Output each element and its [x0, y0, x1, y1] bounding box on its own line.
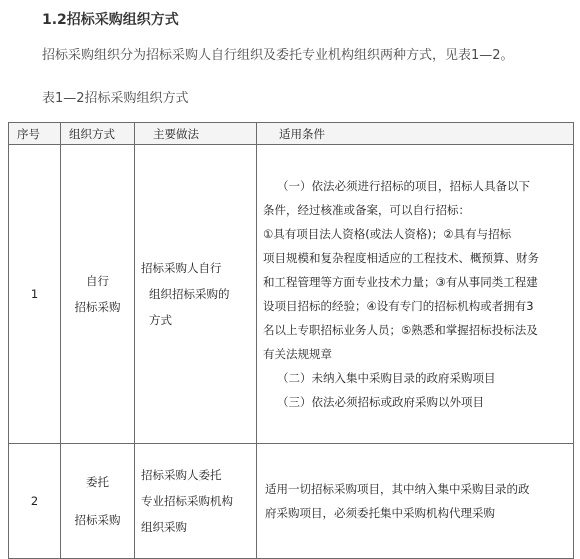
method-line: 招标采购人委托	[141, 468, 222, 482]
method-line: 专业招标采购机构	[141, 494, 233, 508]
header-seq: 序号	[9, 123, 61, 145]
method-line: 组织招标采购的	[149, 287, 230, 301]
condition-line: （三）依法必须招标或政府采购以外项目	[277, 395, 484, 409]
condition-line: 名以上专职招标业务人员；⑤熟悉和掌握招标投标法及	[263, 323, 538, 337]
intro-paragraph: 招标采购组织分为招标采购人自行组织及委托专业机构组织两种方式，见表1—2。	[42, 48, 514, 63]
method-line: 招标采购人自行	[141, 261, 222, 275]
cell-seq: 1	[9, 145, 61, 444]
header-method: 主要做法	[135, 123, 257, 145]
method-line: 组织采购	[141, 520, 187, 534]
section-heading: 1.2招标采购组织方式	[42, 12, 179, 28]
table-row	[9, 444, 574, 559]
method-line: 方式	[149, 313, 172, 327]
cell-org	[61, 444, 135, 559]
condition-line: 项目规模和复杂程度相适应的工程技术、概预算、财务	[263, 251, 539, 265]
cell-seq: 2	[9, 444, 61, 559]
cell-method	[135, 145, 257, 444]
condition-line: 府采购项目，必须委托集中采购机构代理采购	[265, 506, 495, 520]
condition-line: （二）未纳入集中采购目录的政府采购项目	[277, 371, 496, 385]
org-line: 招标采购	[74, 300, 121, 314]
header-conditions: 适用条件	[257, 123, 574, 145]
table-row	[9, 145, 574, 444]
condition-line: 和工程管理等方面专业技术力量；③有从事同类工程建	[263, 275, 538, 289]
condition-line: 条件，经过核准或备案，可以自行招标：	[263, 203, 470, 217]
cell-conditions	[257, 145, 574, 444]
header-org: 组织方式	[61, 123, 135, 145]
org-line: 自行	[86, 274, 109, 288]
table-header-row	[9, 123, 574, 145]
condition-line: 有关法规规章	[263, 347, 332, 361]
cell-conditions	[257, 444, 574, 559]
condition-line: （一）依法必须进行招标的项目，招标人具备以下	[277, 179, 530, 193]
table-caption: 表1—2招标采购组织方式	[42, 91, 189, 106]
cell-method	[135, 444, 257, 559]
condition-line: ①具有项目法人资格(或法人资格)；②具有与招标	[263, 227, 512, 241]
condition-line: 设项目招标的经验；④设有专门的招标机构或者拥有3	[263, 299, 534, 313]
organization-method-table	[8, 122, 574, 559]
condition-line: 适用一切招标采购项目，其中纳入集中采购目录的政	[265, 482, 530, 496]
org-line: 委托	[86, 475, 109, 489]
cell-org	[61, 145, 135, 444]
org-line: 招标采购	[74, 513, 121, 527]
